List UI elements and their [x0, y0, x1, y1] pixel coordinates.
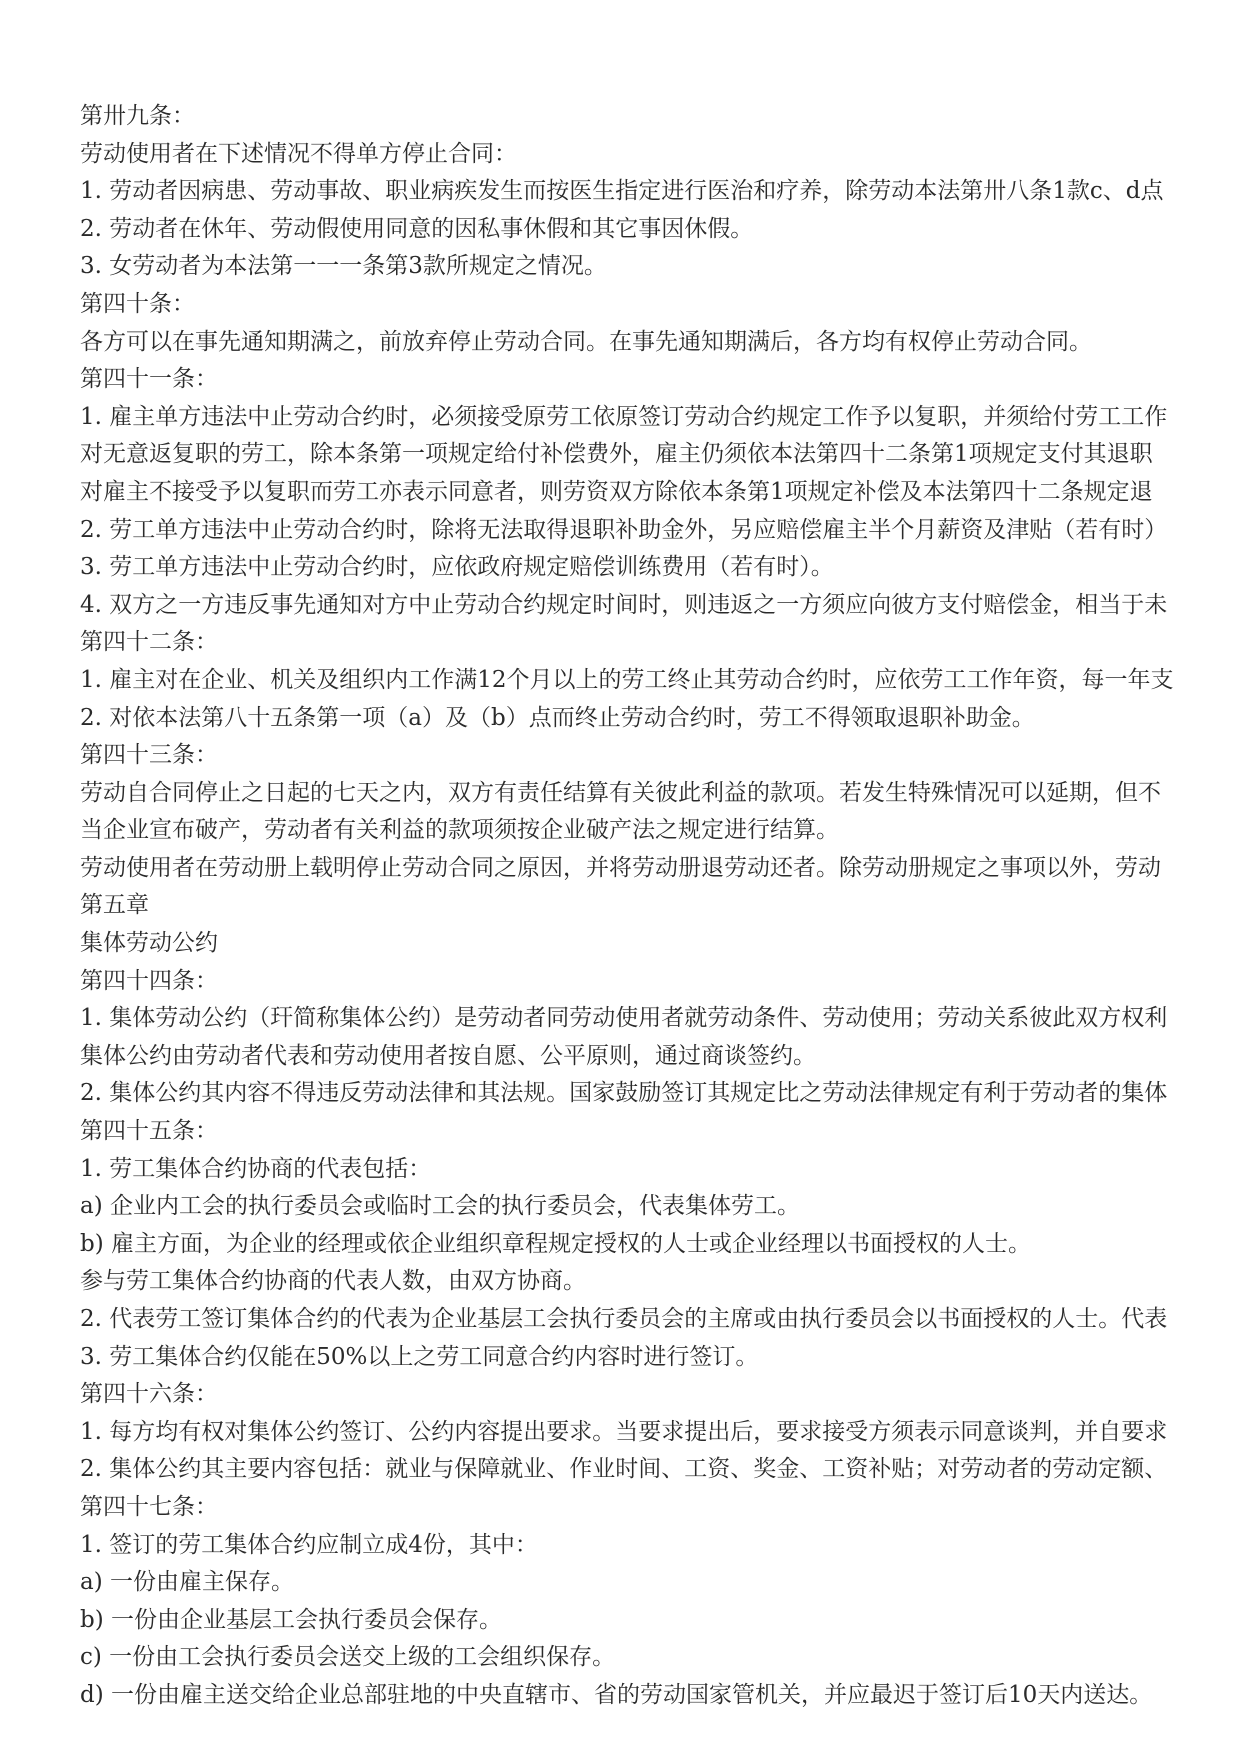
text-line: 1. 签订的劳工集体合约应制立成4份，其中：	[80, 1531, 538, 1558]
text-line: 4. 双方之一方违反事先通知对方中止劳动合约规定时间时，则违返之一方须应向彼方支付赔偿金，相当于未	[80, 591, 1168, 618]
text-line: a) 企业内工会的执行委员会或临时工会的执行委员会，代表集体劳工。	[80, 1193, 800, 1220]
text-line: 1. 劳动者因病患、劳动事故、职业病疾发生而按医生指定进行医治和疗养，除劳动本法第卅八条1款c、d点	[80, 178, 1164, 205]
text-line: 1. 集体劳动公约（玕简称集体公约）是劳动者同劳动使用者就劳动条件、劳动使用；劳动关系彼此双方权利	[80, 1005, 1168, 1032]
text-line: 劳动自合同停止之日起的七天之内，双方有责任结算有关彼此利益的款项。若发生特殊情况可以延期，但不	[80, 779, 1161, 806]
text-line: 1. 雇主单方违法中止劳动合约时，必须接受原劳工依原签订劳动合约规定工作予以复职，并须给付劳工工作	[80, 403, 1168, 430]
text-line: 2. 劳动者在休年、劳动假使用同意的因私事休假和其它事因休假。	[80, 215, 754, 242]
text-line: 第四十二条：	[80, 629, 218, 656]
text-line: 劳动使用者在下述情况不得单方停止合同：	[80, 140, 517, 167]
text-line: 第四十六条：	[80, 1381, 218, 1408]
text-line: 当企业宣布破产，劳动者有关利益的款项须按企业破产法之规定进行结算。	[80, 817, 839, 844]
text-line: 1. 劳工集体合约协商的代表包括：	[80, 1155, 432, 1182]
text-line: 第卅九条：	[80, 103, 195, 129]
text-line: 第四十三条：	[80, 742, 218, 769]
text-line: 3. 劳工单方违法中止劳动合约时，应依政府规定赔偿训练费用（若有时）。	[80, 554, 834, 581]
text-line: 2. 集体公约其主要内容包括：就业与保障就业、作业时间、工资、奖金、工资补贴；对劳动者的劳动定额、	[80, 1456, 1168, 1483]
text-line: 对雇主不接受予以复职而劳工亦表示同意者，则劳资双方除依本条第1项规定补偿及本法第四十二条规定退	[80, 478, 1153, 505]
text-line: 2. 对依本法第八十五条第一项（a）及（b）点而终止劳动合约时，劳工不得领取退职补助金。	[80, 704, 1035, 731]
text-line: 第四十一条：	[80, 366, 218, 393]
text-line: 1. 雇主对在企业、机关及组织内工作满12个月以上的劳工终止其劳动合约时，应依劳工工作年资，每一年支	[80, 666, 1174, 693]
text-line: 集体劳动公约	[80, 930, 218, 957]
text-line: 1. 每方均有权对集体公约签订、公约内容提出要求。当要求提出后，要求接受方须表示同意谈判，并自要求	[80, 1418, 1168, 1445]
text-line: b) 一份由企业基层工会执行委员会保存。	[80, 1606, 503, 1633]
text-line: a) 一份由雇主保存。	[80, 1569, 294, 1596]
text-line: 参与劳工集体合约协商的代表人数，由双方协商。	[80, 1268, 586, 1295]
text-line: 3. 女劳动者为本法第一一一条第3款所规定之情况。	[80, 253, 607, 280]
text-line: 3. 劳工集体合约仅能在50%以上之劳工同意合约内容时进行签订。	[80, 1343, 759, 1370]
text-line: 第四十四条：	[80, 967, 218, 994]
text-line: 第五章	[80, 892, 149, 919]
text-line: d) 一份由雇主送交给企业总部驻地的中央直辖市、省的劳动国家管机关，并应最迟于签订后10天内送达。	[80, 1681, 1153, 1708]
text-line: b) 雇主方面，为企业的经理或依企业组织章程规定授权的人士或企业经理以书面授权的人士。	[80, 1230, 1032, 1257]
text-line: 各方可以在事先通知期满之，前放弃停止劳动合同。在事先通知期满后，各方均有权停止劳动合同。	[80, 328, 1092, 355]
text-line: 劳动使用者在劳动册上载明停止劳动合同之原因，并将劳动册退劳动还者。除劳动册规定之事项以外，劳动	[80, 854, 1161, 881]
text-line: 集体公约由劳动者代表和劳动使用者按自愿、公平原则，通过商谈签约。	[80, 1042, 816, 1069]
text-line: 对无意返复职的劳工，除本条第一项规定给付补偿费外，雇主仍须依本法第四十二条第1项规定支付其退职	[80, 441, 1153, 468]
text-line: 2. 集体公约其内容不得违反劳动法律和其法规。国家鼓励签订其规定比之劳动法律规定有利于劳动者的集体	[80, 1080, 1168, 1107]
text-line: 2. 代表劳工签订集体合约的代表为企业基层工会执行委员会的主席或由执行委员会以书面授权的人士。代表	[80, 1306, 1168, 1332]
text-line: 2. 劳工单方违法中止劳动合约时，除将无法取得退职补助金外，另应赔偿雇主半个月薪资及津贴（若有时）	[80, 516, 1168, 543]
text-line: 第四十条：	[80, 290, 195, 317]
document-body	[80, 98, 1241, 1715]
text-line: 第四十五条：	[80, 1118, 218, 1145]
text-line: c) 一份由工会执行委员会送交上级的工会组织保存。	[80, 1644, 616, 1671]
text-line: 第四十七条：	[80, 1493, 218, 1520]
